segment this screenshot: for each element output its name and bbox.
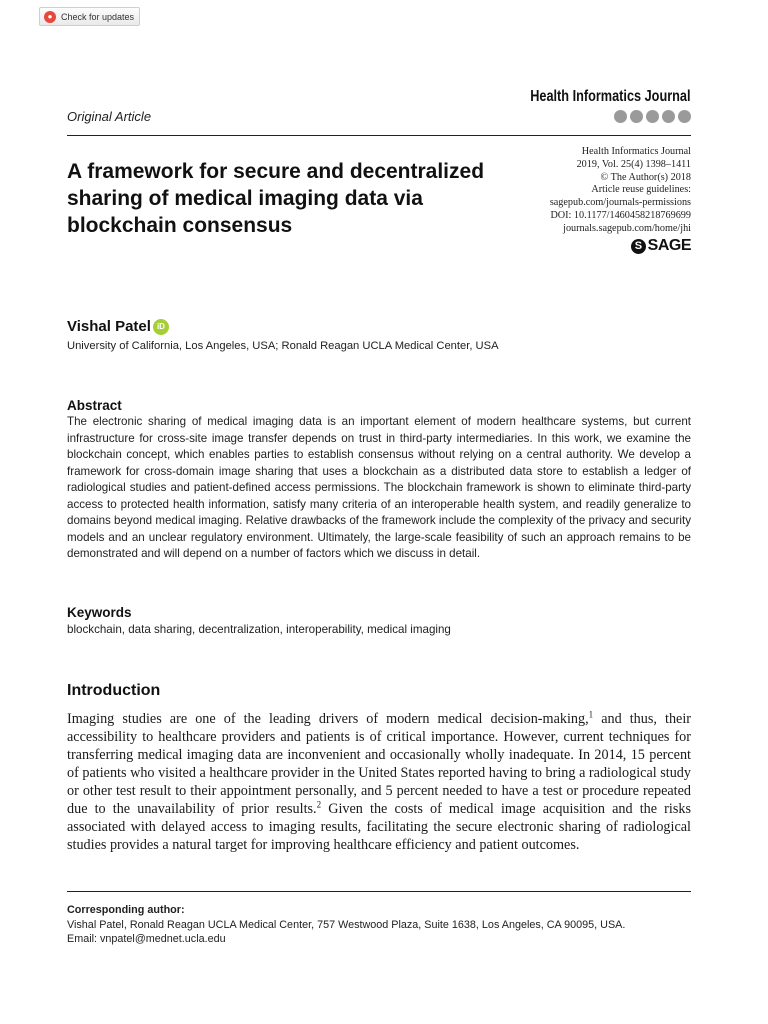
journal-name: Health Informatics Journal — [530, 88, 691, 105]
keywords-text: blockchain, data sharing, decentralization, interoperability, medical imaging — [67, 623, 451, 636]
journal-dots-logo — [614, 110, 691, 123]
corresponding-author — [67, 903, 625, 947]
meta-journal: Health Informatics Journal — [581, 146, 691, 157]
update-icon: ● — [44, 11, 56, 23]
intro-part-3: Given the costs of medical image acquisition and the risks associated with delayed access to imaging results, facilitating the secure electronic sharing of radiological studies provides a natural target for improving healthcare efficiency and patient outcomes. — [67, 801, 691, 853]
sage-logo-text: SAGE — [647, 237, 691, 254]
article-title: A framework for secure and decentralized sharing of medical imaging data via blockchain consensus — [67, 160, 485, 237]
reference-1-link[interactable]: 1 — [588, 709, 594, 720]
header-divider — [67, 135, 691, 136]
check-for-updates-button[interactable] — [39, 7, 140, 26]
abstract-text: The electronic sharing of medical imaging data is an important element of modern healthcare systems, but current infrastructure for cross-site image transfer depends on trust in third-party intermediaries. In this work, we examine the blockchain concept, which enables parties to establish consensus without relying on a central authority. We develop a framework for cross-domain image sharing that uses a blockchain as a distributed data store to establish a ledger of radiological studies and patient-defined access permissions. The blockchain framework is shown to eliminate third-party access to protected health information, satisfy many criteria of an interoperable health system, and readily generalize to domains beyond medical imaging. Relative drawbacks of the framework include the complexity of the privacy and security models and an unclear regulatory environment. Ultimately, the large-scale feasibility of such an approach remains to be demonstrated and will depend on a number of factors which we discuss in detail. — [67, 415, 691, 560]
intro-part-2: and thus, their accessibility to healthcare providers and patients is of critical importance. However, current techniques for transferring medical imaging data are inconvenient and occasionally wholly inadequate. In 2014, 15 percent of patients who visited a healthcare provider in the United States reported having to bring a radiological study or other test result to their appointment personally, and 5 percent needed to have a test or procedure repeated due to the unavailability of prior results. — [67, 711, 692, 817]
introduction-heading: Introduction — [67, 682, 161, 699]
reference-2-link[interactable]: 2 — [316, 799, 322, 810]
meta-reuse-label: Article reuse guidelines: — [591, 184, 691, 196]
sage-s-icon: S — [631, 239, 646, 254]
corresponding-author-address: Vishal Patel, Ronald Reagan UCLA Medical Center, 757 Westwood Plaza, Suite 1638, Los Angeles, CA 90095, USA. — [67, 918, 626, 931]
intro-part-1: Imaging studies are one of the leading drivers of modern medical decision-making, — [67, 711, 589, 727]
meta-copyright: © The Author(s) 2018 — [600, 171, 691, 183]
abstract-heading: Abstract — [67, 398, 122, 413]
journal-meta — [550, 146, 691, 236]
corresponding-author-email[interactable]: Email: vnpatel@mednet.ucla.edu — [67, 933, 226, 945]
corresponding-author-label: Corresponding author: — [67, 904, 185, 916]
sage-logo — [631, 237, 691, 255]
article-type: Original Article — [67, 109, 152, 124]
meta-doi-link[interactable]: DOI: 10.1177/1460458218769699 — [550, 209, 691, 221]
author-line — [67, 318, 169, 335]
author-affiliation: University of California, Los Angeles, USA; Ronald Reagan UCLA Medical Center, USA — [67, 340, 499, 352]
keywords-heading: Keywords — [67, 605, 132, 620]
meta-permissions-link[interactable]: sagepub.com/journals-permissions — [549, 197, 691, 209]
footnote-divider — [67, 891, 691, 892]
meta-journal-link[interactable]: journals.sagepub.com/home/jhi — [563, 222, 691, 234]
orcid-icon[interactable]: iD — [153, 319, 169, 335]
meta-volume: 2019, Vol. 25(4) 1398–1411 — [576, 158, 691, 170]
check-for-updates-label: Check for updates — [61, 11, 135, 22]
author-name: Vishal Patel — [67, 318, 151, 335]
introduction-text — [67, 710, 691, 854]
